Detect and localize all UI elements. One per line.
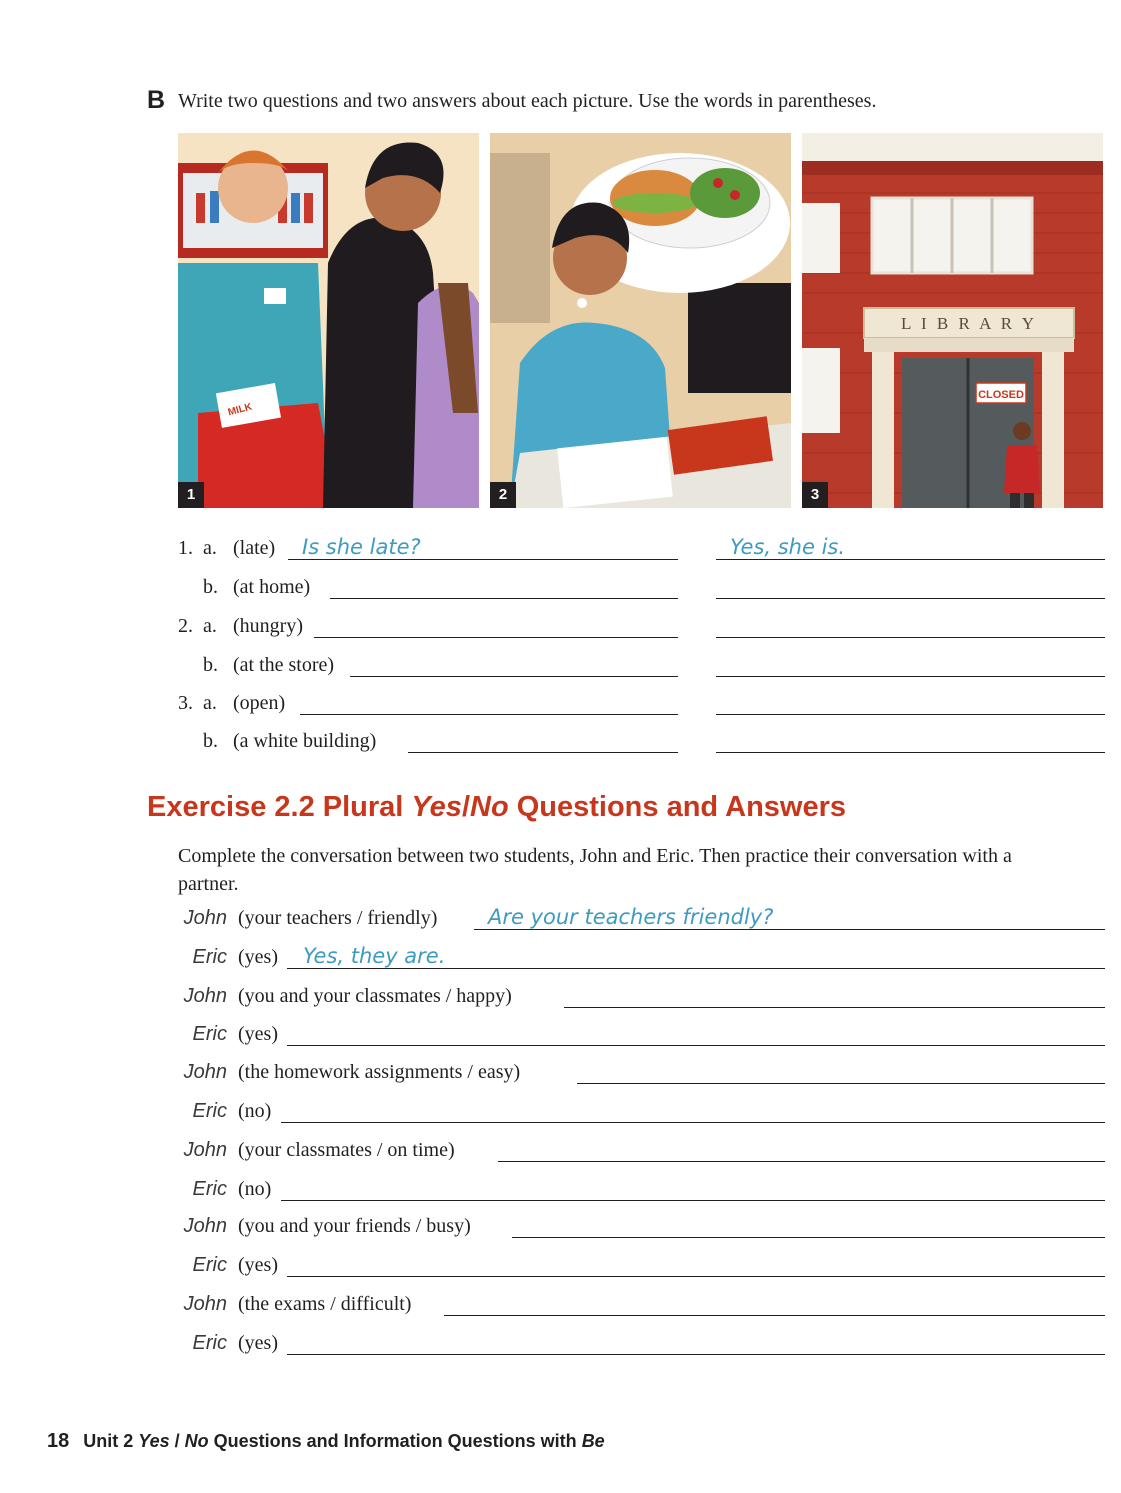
conversation-prompt: (your teachers / friendly) (238, 907, 438, 929)
page-number: 18 (47, 1430, 70, 1452)
conversation-prompt: (your classmates / on time) (238, 1139, 455, 1161)
response-line[interactable] (498, 1137, 1105, 1162)
question-answer-text: Is she late? (302, 535, 421, 559)
response-line[interactable] (281, 1098, 1105, 1123)
response-line[interactable] (287, 944, 1105, 969)
question-line[interactable] (314, 613, 678, 638)
exercise-title (147, 791, 846, 824)
question-line[interactable] (300, 690, 678, 715)
item-number: 2. (178, 615, 193, 637)
speaker-label: Eric (192, 946, 227, 968)
conversation-prompt: (you and your classmates / happy) (238, 985, 512, 1007)
response-line[interactable] (287, 1330, 1105, 1355)
question-line[interactable] (350, 652, 678, 677)
item-prompt: (at home) (233, 576, 311, 598)
speaker-label: Eric (192, 1332, 227, 1354)
speaker-label: John (183, 1215, 227, 1237)
response-line[interactable] (512, 1213, 1105, 1238)
conversation-prompt: (the exams / difficult) (238, 1293, 412, 1315)
conversation-prompt: (yes) (238, 1254, 278, 1276)
item-prompt: (late) (233, 537, 276, 559)
section-letter: B (147, 86, 166, 114)
picture-1-checkout (178, 133, 479, 508)
response-line[interactable] (577, 1059, 1105, 1084)
response-line[interactable] (564, 983, 1105, 1008)
question-line[interactable] (330, 574, 678, 599)
response-text: Yes, they are. (303, 944, 446, 968)
item-letter: b. (203, 576, 218, 598)
exercise-instruction: Complete the conversation between two students, John and Eric. Then practice their conversation with a partner. (178, 845, 1012, 895)
item-letter: a. (203, 615, 217, 637)
picture-3-library (802, 133, 1103, 508)
response-line[interactable] (281, 1176, 1105, 1201)
picture-2-student (490, 133, 791, 508)
item-prompt: (hungry) (233, 615, 303, 637)
page-footer (47, 1430, 605, 1453)
conversation-prompt: (you and your friends / busy) (238, 1215, 471, 1237)
exercise-title-no: No (470, 791, 509, 823)
item-letter: a. (203, 692, 217, 714)
question-line[interactable] (288, 535, 678, 560)
conversation-prompt: (yes) (238, 1023, 278, 1045)
answer-line[interactable] (716, 613, 1105, 638)
library-sign: L I B R A R Y (901, 314, 1037, 333)
answer-line[interactable] (716, 535, 1105, 560)
footer-title-slash: / (169, 1431, 185, 1451)
footer-unit: Unit 2 (83, 1431, 134, 1451)
response-text: Are your teachers friendly? (488, 905, 774, 929)
answer-line[interactable] (716, 690, 1105, 715)
item-number: 3. (178, 692, 193, 714)
conversation-prompt: (yes) (238, 946, 278, 968)
footer-title-yes: Yes (138, 1431, 170, 1451)
conversation-prompt: (the homework assignments / easy) (238, 1061, 521, 1083)
speaker-label: John (183, 1139, 227, 1161)
exercise-title-suffix: Questions and Answers (508, 791, 847, 823)
response-line[interactable] (474, 905, 1105, 930)
answer-text: Yes, she is. (730, 535, 846, 559)
footer-title-no: No (184, 1431, 209, 1451)
closed-sign: CLOSED (978, 389, 1024, 401)
item-prompt: (a white building) (233, 730, 377, 752)
speaker-label: John (183, 985, 227, 1007)
response-line[interactable] (287, 1252, 1105, 1277)
question-line[interactable] (408, 728, 678, 753)
speaker-label: Eric (192, 1254, 227, 1276)
conversation-prompt: (no) (238, 1100, 272, 1122)
exercise-title-prefix: Exercise 2.2 Plural (147, 791, 412, 823)
item-letter: a. (203, 537, 217, 559)
picture-number: 3 (802, 482, 828, 508)
conversation-prompt: (yes) (238, 1332, 278, 1354)
picture-number: 1 (178, 482, 204, 508)
answer-line[interactable] (716, 728, 1105, 753)
speaker-label: Eric (192, 1100, 227, 1122)
item-letter: b. (203, 730, 218, 752)
answer-line[interactable] (716, 574, 1105, 599)
exercise-title-slash: / (461, 791, 470, 823)
speaker-label: Eric (192, 1178, 227, 1200)
speaker-label: Eric (192, 1023, 227, 1045)
milk-label: MILK (226, 401, 254, 419)
picture-number: 2 (490, 482, 516, 508)
section-instruction: Write two questions and two answers about each picture. Use the words in parentheses. (178, 90, 877, 112)
item-prompt: (at the store) (233, 654, 335, 676)
speaker-label: John (183, 1293, 227, 1315)
item-letter: b. (203, 654, 218, 676)
item-prompt: (open) (233, 692, 286, 714)
response-line[interactable] (444, 1291, 1105, 1316)
response-line[interactable] (287, 1021, 1105, 1046)
footer-title-be: Be (581, 1431, 605, 1451)
speaker-label: John (183, 1061, 227, 1083)
answer-line[interactable] (716, 652, 1105, 677)
speaker-label: John (183, 907, 227, 929)
footer-title-mid: Questions and Information Questions with (208, 1431, 582, 1451)
item-number: 1. (178, 537, 193, 559)
exercise-title-yes: Yes (411, 791, 462, 823)
conversation-prompt: (no) (238, 1178, 272, 1200)
